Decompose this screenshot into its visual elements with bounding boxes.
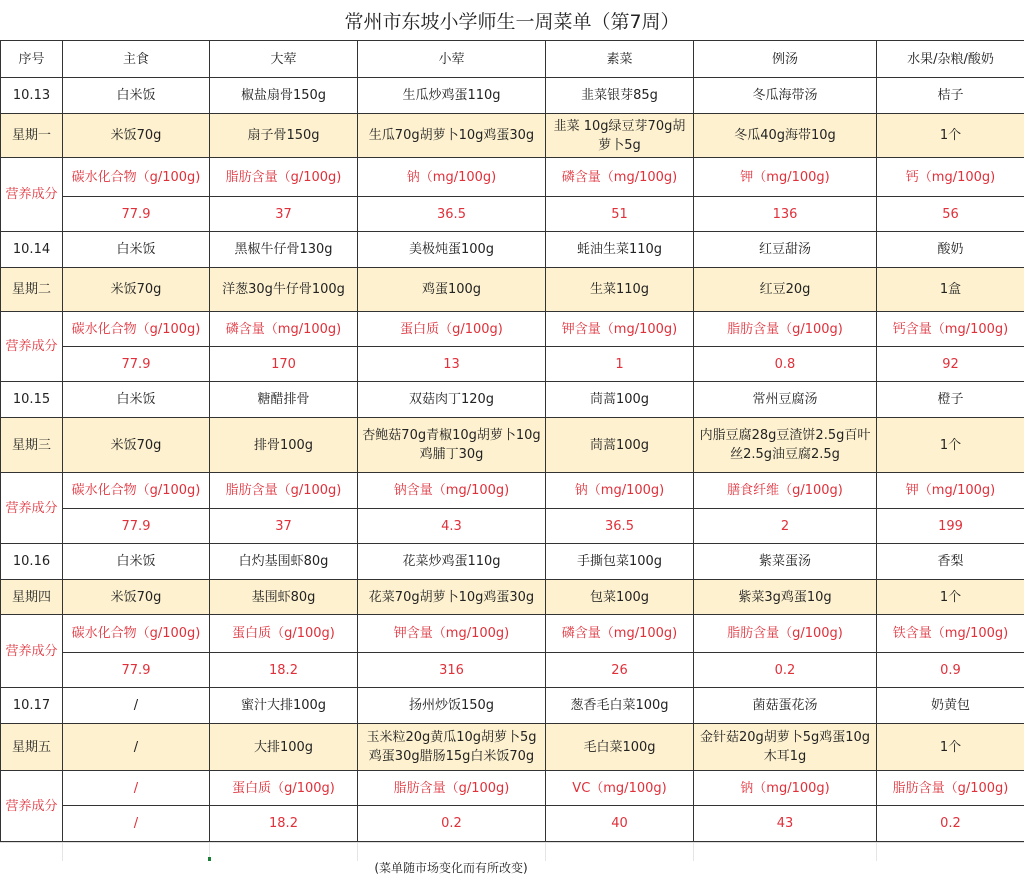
nutrient-label-row — [1, 158, 1024, 197]
nutrient-label-cell: 铁含量（mg/100g) — [877, 615, 1024, 653]
ingredient-cell: 洋葱30g牛仔骨100g — [210, 268, 358, 312]
ingredient-cell: 玉米粒20g黄瓜10g胡萝卜5g鸡蛋30g腊肠15g白米饭70g — [358, 724, 546, 771]
nutrient-value-cell: 77.9 — [63, 197, 210, 232]
dish-cell: 白米饭 — [63, 382, 210, 418]
ingredient-cell: 米饭70g — [63, 580, 210, 615]
nutrition-side-label: 营养成分 — [1, 473, 63, 544]
ingredient-cell: 扇子骨150g — [210, 114, 358, 158]
dish-cell: 手撕包菜100g — [546, 544, 694, 580]
ingredient-cell: 紫菜3g鸡蛋10g — [694, 580, 877, 615]
nutrient-value-cell: 51 — [546, 197, 694, 232]
ingredient-cell: / — [63, 724, 210, 771]
weekday-cell: 星期一 — [1, 114, 63, 158]
ingredient-cell: 生瓜70g胡萝卜10g鸡蛋30g — [358, 114, 546, 158]
date-cell: 10.17 — [1, 688, 63, 724]
dish-cell: 椒盐扇骨150g — [210, 78, 358, 114]
nutrient-label-cell: 碳水化合物（g/100g) — [63, 158, 210, 197]
ingredient-row — [1, 268, 1024, 312]
ingredient-row — [1, 114, 1024, 158]
nutrient-value-row — [1, 347, 1024, 382]
nutrient-label-cell: 碳水化合物（g/100g) — [63, 312, 210, 347]
dish-cell: 白米饭 — [63, 544, 210, 580]
dish-cell: 冬瓜海带汤 — [694, 78, 877, 114]
nutrient-label-cell: 膳食纤维（g/100g) — [694, 473, 877, 509]
ingredient-cell: 基围虾80g — [210, 580, 358, 615]
ingredient-row — [1, 580, 1024, 615]
dish-row — [1, 382, 1024, 418]
ingredient-cell: 1个 — [877, 724, 1024, 771]
dish-cell: 茼蒿100g — [546, 382, 694, 418]
nutrient-value-cell: 0.2 — [877, 806, 1024, 842]
weekday-cell: 星期三 — [1, 418, 63, 473]
ingredient-cell: 毛白菜100g — [546, 724, 694, 771]
nutrient-label-cell: 脂肪含量（g/100g) — [877, 771, 1024, 806]
nutrient-value-cell: 18.2 — [210, 806, 358, 842]
nutrient-value-cell: 77.9 — [63, 347, 210, 382]
dish-cell: 菌菇蛋花汤 — [694, 688, 877, 724]
nutrient-value-cell: 40 — [546, 806, 694, 842]
dish-row — [1, 544, 1024, 580]
ingredient-cell: 鸡蛋100g — [358, 268, 546, 312]
nutrition-side-label: 营养成分 — [1, 158, 63, 232]
nutrient-label-cell: 蛋白质（g/100g) — [358, 312, 546, 347]
nutrition-side-label: 营养成分 — [1, 771, 63, 842]
ingredient-cell: 内脂豆腐28g豆渣饼2.5g百叶丝2.5g油豆腐2.5g — [694, 418, 877, 473]
nutrient-label-cell: 蛋白质（g/100g) — [210, 771, 358, 806]
ingredient-cell: 米饭70g — [63, 418, 210, 473]
nutrient-value-cell: 77.9 — [63, 509, 210, 544]
dish-cell: 黑椒牛仔骨130g — [210, 232, 358, 268]
nutrient-label-cell: 钠（mg/100g) — [358, 158, 546, 197]
nutrient-value-cell: 2 — [694, 509, 877, 544]
ingredient-cell: 红豆20g — [694, 268, 877, 312]
dish-cell: 糖醋排骨 — [210, 382, 358, 418]
dish-cell: 红豆甜汤 — [694, 232, 877, 268]
dish-cell: 白灼基围虾80g — [210, 544, 358, 580]
page-title: 常州市东坡小学师生一周菜单（第7周） — [0, 0, 1024, 40]
nutrient-label-cell: 脂肪含量（g/100g) — [358, 771, 546, 806]
dish-cell: 橙子 — [877, 382, 1024, 418]
nutrient-label-cell: 脂肪含量（g/100g) — [694, 312, 877, 347]
dish-cell: 双菇肉丁120g — [358, 382, 546, 418]
nutrient-value-cell: 36.5 — [546, 509, 694, 544]
nutrient-value-cell: 316 — [358, 653, 546, 688]
dish-cell: 葱香毛白菜100g — [546, 688, 694, 724]
footer — [0, 842, 1024, 877]
nutrient-value-cell: 43 — [694, 806, 877, 842]
nutrient-label-row — [1, 312, 1024, 347]
menu-table — [0, 40, 1024, 842]
ingredient-cell: 花菜70g胡萝卜10g鸡蛋30g — [358, 580, 546, 615]
ingredient-cell: 1盒 — [877, 268, 1024, 312]
header-cell: 水果/杂粮/酸奶 — [877, 41, 1024, 78]
date-cell: 10.16 — [1, 544, 63, 580]
dish-cell: 蜜汁大排100g — [210, 688, 358, 724]
dish-cell: 香梨 — [877, 544, 1024, 580]
nutrient-value-cell: 37 — [210, 509, 358, 544]
nutrient-label-cell: / — [63, 771, 210, 806]
cell-marker — [208, 857, 211, 861]
nutrition-side-label: 营养成分 — [1, 615, 63, 688]
nutrient-value-cell: 1 — [546, 347, 694, 382]
nutrient-label-cell: 钠（mg/100g) — [694, 771, 877, 806]
nutrient-value-cell: 136 — [694, 197, 877, 232]
nutrient-value-cell: 92 — [877, 347, 1024, 382]
nutrient-value-cell: 37 — [210, 197, 358, 232]
nutrient-value-cell: 13 — [358, 347, 546, 382]
date-cell: 10.13 — [1, 78, 63, 114]
nutrient-value-row — [1, 509, 1024, 544]
nutrient-label-cell: 脂肪含量（g/100g) — [210, 158, 358, 197]
ingredient-cell: 杏鲍菇70g青椒10g胡萝卜10g鸡脯丁30g — [358, 418, 546, 473]
nutrient-label-cell: 脂肪含量（g/100g) — [210, 473, 358, 509]
nutrient-value-cell: 170 — [210, 347, 358, 382]
dish-cell: 紫菜蛋汤 — [694, 544, 877, 580]
dish-cell: 蚝油生菜110g — [546, 232, 694, 268]
nutrient-label-cell: 钠含量（mg/100g) — [358, 473, 546, 509]
nutrient-value-cell: / — [63, 806, 210, 842]
ingredient-cell: 金针菇20g胡萝卜5g鸡蛋10g木耳1g — [694, 724, 877, 771]
weekday-cell: 星期二 — [1, 268, 63, 312]
nutrient-value-cell: 4.3 — [358, 509, 546, 544]
header-cell: 素菜 — [546, 41, 694, 78]
nutrient-label-cell: 钾（mg/100g) — [877, 473, 1024, 509]
dish-cell: 花菜炒鸡蛋110g — [358, 544, 546, 580]
nutrient-label-cell: 磷含量（mg/100g) — [210, 312, 358, 347]
dish-cell: 生瓜炒鸡蛋110g — [358, 78, 546, 114]
date-cell: 10.14 — [1, 232, 63, 268]
ingredient-cell: 茼蒿100g — [546, 418, 694, 473]
nutrient-value-cell: 18.2 — [210, 653, 358, 688]
header-cell: 主食 — [63, 41, 210, 78]
nutrient-label-cell: 碳水化合物（g/100g) — [63, 615, 210, 653]
ingredient-cell: 韭菜 10g绿豆芽70g胡萝卜5g — [546, 114, 694, 158]
nutrient-label-row — [1, 615, 1024, 653]
nutrient-value-cell: 56 — [877, 197, 1024, 232]
weekday-cell: 星期四 — [1, 580, 63, 615]
date-cell: 10.15 — [1, 382, 63, 418]
nutrient-label-cell: 钾含量（mg/100g) — [546, 312, 694, 347]
nutrient-label-cell: 钙（mg/100g) — [877, 158, 1024, 197]
ingredient-cell: 1个 — [877, 418, 1024, 473]
dish-cell: 奶黄包 — [877, 688, 1024, 724]
nutrient-label-cell: 碳水化合物（g/100g) — [63, 473, 210, 509]
header-cell: 例汤 — [694, 41, 877, 78]
ingredient-cell: 大排100g — [210, 724, 358, 771]
dish-cell: 扬州炒饭150g — [358, 688, 546, 724]
dish-cell: 酸奶 — [877, 232, 1024, 268]
nutrient-label-cell: VC（mg/100g) — [546, 771, 694, 806]
nutrition-side-label: 营养成分 — [1, 312, 63, 382]
dish-cell: 美极炖蛋100g — [358, 232, 546, 268]
nutrient-label-row — [1, 473, 1024, 509]
nutrient-value-row — [1, 653, 1024, 688]
dish-cell: 白米饭 — [63, 232, 210, 268]
nutrient-value-row — [1, 806, 1024, 842]
ingredient-cell: 排骨100g — [210, 418, 358, 473]
nutrient-label-cell: 钙含量（mg/100g) — [877, 312, 1024, 347]
nutrient-label-cell: 磷含量（mg/100g) — [546, 158, 694, 197]
nutrient-value-cell: 0.2 — [694, 653, 877, 688]
nutrient-label-cell: 磷含量（mg/100g) — [546, 615, 694, 653]
ingredient-cell: 包菜100g — [546, 580, 694, 615]
nutrient-value-cell: 36.5 — [358, 197, 546, 232]
ingredient-cell: 米饭70g — [63, 268, 210, 312]
dish-row — [1, 688, 1024, 724]
nutrient-value-cell: 0.9 — [877, 653, 1024, 688]
dish-cell: 桔子 — [877, 78, 1024, 114]
ingredient-cell: 生菜110g — [546, 268, 694, 312]
dish-cell: 常州豆腐汤 — [694, 382, 877, 418]
ingredient-cell: 1个 — [877, 580, 1024, 615]
nutrient-label-cell: 蛋白质（g/100g) — [210, 615, 358, 653]
header-cell: 大荤 — [210, 41, 358, 78]
nutrient-value-cell: 199 — [877, 509, 1024, 544]
dish-row — [1, 78, 1024, 114]
nutrient-label-cell: 钠（mg/100g) — [546, 473, 694, 509]
header-cell: 小荤 — [358, 41, 546, 78]
nutrient-label-cell: 钾含量（mg/100g) — [358, 615, 546, 653]
nutrient-value-cell: 26 — [546, 653, 694, 688]
nutrient-value-row — [1, 197, 1024, 232]
header-row — [1, 41, 1024, 78]
ingredient-row — [1, 724, 1024, 771]
nutrient-value-cell: 0.8 — [694, 347, 877, 382]
nutrient-label-row — [1, 771, 1024, 806]
nutrient-value-cell: 0.2 — [358, 806, 546, 842]
footer-note: (菜单随市场变化而有所改变) — [357, 859, 545, 876]
ingredient-cell: 1个 — [877, 114, 1024, 158]
nutrient-label-cell: 脂肪含量（g/100g) — [694, 615, 877, 653]
dish-cell: 白米饭 — [63, 78, 210, 114]
header-cell: 序号 — [1, 41, 63, 78]
dish-cell: 韭菜银芽85g — [546, 78, 694, 114]
dish-row — [1, 232, 1024, 268]
dish-cell: / — [63, 688, 210, 724]
nutrient-label-cell: 钾（mg/100g) — [694, 158, 877, 197]
ingredient-cell: 冬瓜40g海带10g — [694, 114, 877, 158]
ingredient-row — [1, 418, 1024, 473]
ingredient-cell: 米饭70g — [63, 114, 210, 158]
weekday-cell: 星期五 — [1, 724, 63, 771]
nutrient-value-cell: 77.9 — [63, 653, 210, 688]
